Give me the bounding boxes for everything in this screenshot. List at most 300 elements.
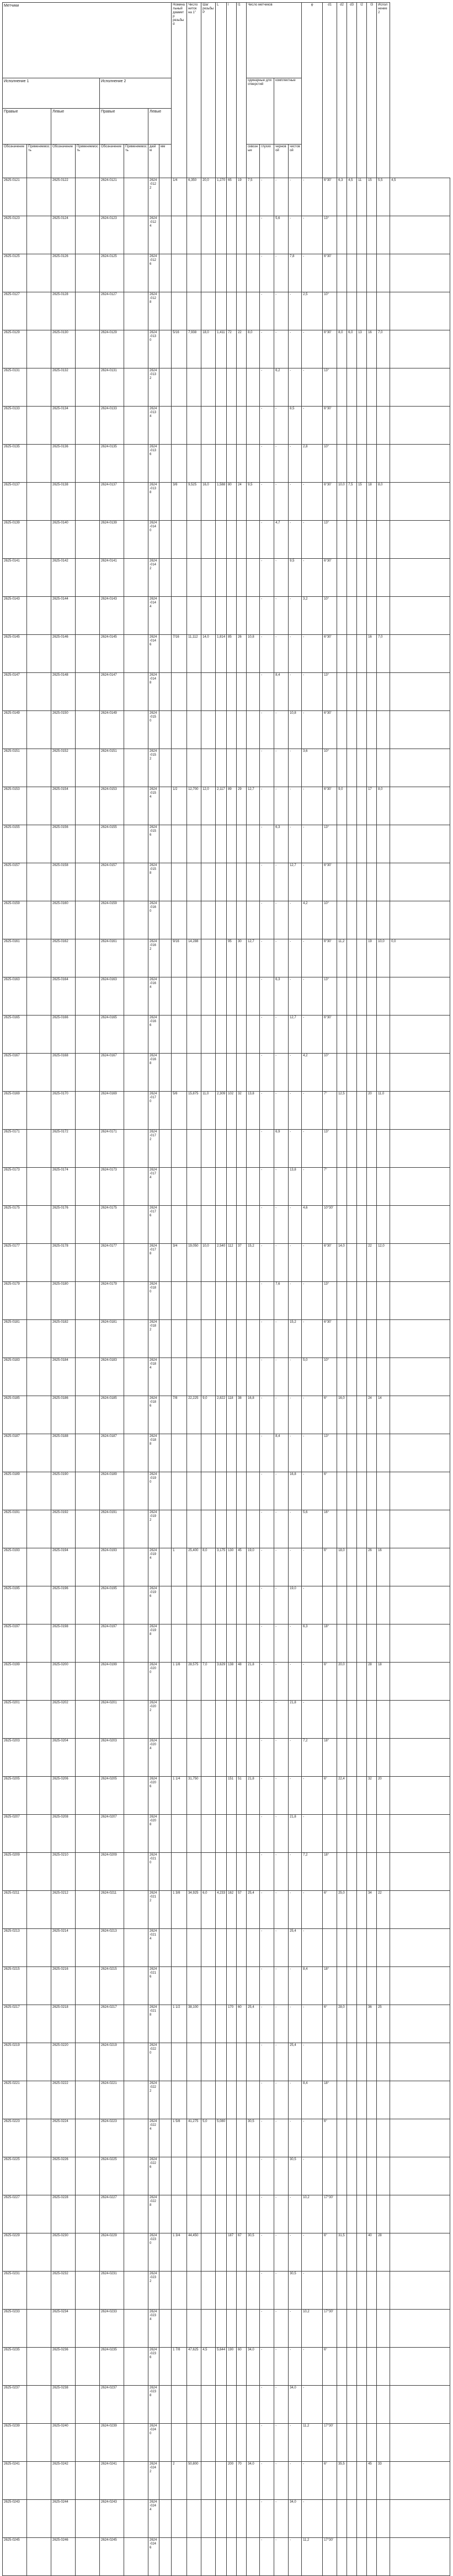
- cell-d1: [337, 1586, 347, 1624]
- cell-l1: 30,5: [247, 2233, 260, 2272]
- cell-nominal-inch: 7/8: [173, 1397, 178, 1400]
- cell-designation-1: 2625-0233: [3, 2310, 27, 2348]
- cell-l1: [247, 559, 260, 597]
- cell-mm: [187, 1853, 201, 1891]
- cell-phi: 6°30': [323, 559, 337, 597]
- cell-finish: -: [302, 2500, 323, 2538]
- cell-applicability-4: [159, 1624, 172, 1663]
- cell-applicability-3: [124, 1472, 148, 1510]
- cell-applicability-2: [76, 330, 100, 368]
- cell-extra: [390, 2424, 450, 2462]
- cell-through: -: [260, 1282, 274, 1320]
- cell-designation-3: 2624-0229: [100, 2233, 124, 2272]
- cell-mm: 19,050: [187, 1244, 201, 1282]
- cell-l3: [377, 1929, 390, 1967]
- cell-mm: [187, 1016, 201, 1054]
- cell-extra: [390, 1244, 450, 1282]
- cell-l2: [367, 2195, 377, 2233]
- cell-applicability-2: [76, 1929, 100, 1967]
- cell-l: [237, 216, 247, 254]
- cell-applicability-1: [27, 1815, 51, 1853]
- cell-applicability-2: [76, 2500, 100, 2538]
- cell-threads: [201, 521, 216, 559]
- cell-finish: -: [302, 521, 323, 559]
- cell-l: [237, 749, 247, 787]
- cell-finish: -: [302, 407, 323, 445]
- cell-applicability-3: [124, 2538, 148, 2576]
- cell-applicability-3: [124, 2005, 148, 2043]
- cell-rough: -: [289, 749, 302, 787]
- cell-mm: [187, 254, 201, 292]
- cell-extra: [390, 1168, 450, 1206]
- cell-designation-1: 2625-0131: [3, 368, 27, 407]
- cell-l1: [247, 1054, 260, 1092]
- cell-extra: [390, 1396, 450, 1434]
- header-isp2-short: Исполнение 2: [377, 3, 390, 178]
- cell-d2: [347, 1396, 357, 1434]
- cell-d1: [337, 2119, 347, 2157]
- cell-blind: 8,4: [274, 1434, 289, 1472]
- cell-designation-1: 2625-0191: [3, 1510, 27, 1548]
- cell-rough: -: [289, 292, 302, 330]
- cell-applicability-1: [27, 1472, 51, 1510]
- cell-l2: [367, 1282, 377, 1320]
- cell-designation-4: 2624-0186: [148, 1396, 159, 1434]
- cell-designation-1: 2625-0121: [3, 178, 27, 216]
- cell-extra: [390, 2233, 450, 2272]
- table-row: [3, 1624, 450, 1663]
- cell-l: 70: [237, 2462, 247, 2500]
- cell-extra: [390, 1206, 450, 1244]
- cell-d1: [337, 2348, 347, 2386]
- cell-nominal-diameter: [172, 1929, 187, 1967]
- cell-d1: [337, 2272, 347, 2310]
- cell-finish: -: [302, 1282, 323, 1320]
- cell-blind: -: [274, 901, 289, 939]
- cell-phi: 6°: [323, 1472, 337, 1510]
- cell-pitch: 5,080: [216, 2119, 227, 2157]
- cell-extra: [390, 1701, 450, 1739]
- cell-mm: [187, 1586, 201, 1624]
- cell-applicability-2: [76, 1701, 100, 1739]
- cell-designation-3: 2624-0221: [100, 2081, 124, 2119]
- cell-L: [227, 1358, 237, 1396]
- cell-pitch: [216, 1016, 227, 1054]
- cell-designation-3: 2624-0121: [100, 178, 124, 216]
- cell-l1: 25,4: [247, 2005, 260, 2043]
- cell-applicability-1: [27, 2348, 51, 2386]
- cell-d1: [337, 445, 347, 483]
- cell-threads: [201, 1586, 216, 1624]
- cell-l3: [377, 2386, 390, 2424]
- cell-blind: -: [274, 1701, 289, 1739]
- cell-blind: -: [274, 1967, 289, 2005]
- table-row: [3, 1548, 450, 1586]
- cell-extra: [390, 1054, 450, 1092]
- cell-nominal-diameter: [172, 1054, 187, 1092]
- cell-designation-1: 2625-0175: [3, 1206, 27, 1244]
- cell-pitch: [216, 1282, 227, 1320]
- cell-designation-4: 2624-0128: [148, 292, 159, 330]
- cell-l3: [377, 901, 390, 939]
- cell-through: -: [260, 1739, 274, 1777]
- cell-l3: [377, 2157, 390, 2195]
- cell-blind: -: [274, 1358, 289, 1396]
- cell-phi: 18°: [323, 1739, 337, 1777]
- cell-designation-4: 2624-0228: [148, 2195, 159, 2233]
- cell-rough: -: [289, 178, 302, 216]
- cell-designation-3: 2624-0239: [100, 2424, 124, 2462]
- cell-designation-2: 2625-0150: [51, 711, 76, 749]
- cell-l: 22: [237, 330, 247, 368]
- cell-d1: [337, 2538, 347, 2576]
- cell-d1: 9,0: [337, 787, 347, 825]
- cell-phi: 6°30': [323, 407, 337, 445]
- cell-l3: 10,0: [377, 939, 390, 977]
- cell-d2: [347, 216, 357, 254]
- cell-d1: 25,0: [337, 1891, 347, 1929]
- cell-l1: [247, 1929, 260, 1967]
- cell-mm: [187, 559, 201, 597]
- cell-extra: [390, 2119, 450, 2157]
- cell-extra: [390, 1016, 450, 1054]
- cell-designation-3: 2624-0165: [100, 1016, 124, 1054]
- cell-finish: -: [302, 787, 323, 825]
- cell-l2: [367, 2043, 377, 2081]
- cell-d3: [357, 1358, 367, 1396]
- cell-d3: [357, 2119, 367, 2157]
- cell-applicability-4: [159, 2348, 172, 2386]
- cell-applicability-1: [27, 2043, 51, 2081]
- cell-l2: [367, 673, 377, 711]
- cell-nominal-diameter: [172, 2348, 187, 2386]
- cell-nominal-inch: 1 7/8: [173, 2348, 180, 2351]
- cell-designation-3: 2624-0139: [100, 521, 124, 559]
- cell-mm: [187, 749, 201, 787]
- cell-designation-4: 2624-0168: [148, 1054, 159, 1092]
- cell-phi: 13°: [323, 521, 337, 559]
- cell-designation-3: 2624-0133: [100, 407, 124, 445]
- cell-nominal-diameter: [172, 2081, 187, 2119]
- cell-designation-3: 2624-0163: [100, 977, 124, 1016]
- header-d3: d3: [347, 3, 357, 178]
- cell-designation-1: 2625-0215: [3, 1967, 27, 2005]
- cell-extra: [390, 445, 450, 483]
- cell-designation-3: 2624-0169: [100, 1092, 124, 1130]
- cell-nominal-diameter: [172, 2538, 187, 2576]
- cell-l1: [247, 1434, 260, 1472]
- cell-l1: [247, 292, 260, 330]
- cell-applicability-1: [27, 445, 51, 483]
- cell-d3: [357, 1739, 367, 1777]
- cell-l1: [247, 711, 260, 749]
- cell-extra: [390, 407, 450, 445]
- cell-pitch: 3,629: [216, 1663, 227, 1701]
- cell-phi: 10°: [323, 445, 337, 483]
- cell-l: [237, 1320, 247, 1358]
- cell-through: -: [260, 2005, 274, 2043]
- cell-l2: [367, 1320, 377, 1358]
- cell-designation-1: 2625-0209: [3, 1853, 27, 1891]
- cell-mm: [187, 2386, 201, 2424]
- cell-l3: [377, 711, 390, 749]
- cell-L: [227, 521, 237, 559]
- cell-applicability-2: [76, 1244, 100, 1282]
- cell-mm: 15,875: [187, 1092, 201, 1130]
- cell-through: -: [260, 2310, 274, 2348]
- cell-d3: [357, 2538, 367, 2576]
- table-row: [3, 1092, 450, 1130]
- cell-l: 29: [237, 787, 247, 825]
- cell-pitch: 1,588: [216, 483, 227, 521]
- cell-blind: -: [274, 1510, 289, 1548]
- cell-designation-3: 2624-0207: [100, 1815, 124, 1853]
- cell-l3: 14: [377, 1396, 390, 1434]
- cell-designation-3: 2624-0193: [100, 1548, 124, 1586]
- cell-phi: 17°30': [323, 2424, 337, 2462]
- cell-l: 37: [237, 1244, 247, 1282]
- cell-applicability-4: [159, 1777, 172, 1815]
- cell-L: 200: [227, 2462, 237, 2500]
- cell-d3: [357, 1320, 367, 1358]
- cell-finish: 4,6: [302, 1206, 323, 1244]
- cell-extra: [390, 673, 450, 711]
- cell-mm: 6,350: [187, 178, 201, 216]
- cell-mm: [187, 1206, 201, 1244]
- cell-mm: [187, 1168, 201, 1206]
- cell-designation-4: 2624-0214: [148, 1929, 159, 1967]
- cell-designation-2: 2625-0216: [51, 1967, 76, 2005]
- cell-extra: [390, 216, 450, 254]
- cell-applicability-4: [159, 1092, 172, 1130]
- cell-pitch: [216, 901, 227, 939]
- cell-d3: [357, 2500, 367, 2538]
- cell-nominal-diameter: [172, 407, 187, 445]
- cell-blind: -: [274, 2462, 289, 2500]
- cell-pitch: [216, 1206, 227, 1244]
- cell-applicability-3: [124, 1586, 148, 1624]
- table-row: [3, 673, 450, 711]
- cell-pitch: [216, 2272, 227, 2310]
- cell-threads: [201, 1853, 216, 1891]
- cell-designation-2: 2625-0130: [51, 330, 76, 368]
- cell-finish: -: [302, 2043, 323, 2081]
- cell-d1: [337, 711, 347, 749]
- cell-designation-4: 2624-0156: [148, 825, 159, 863]
- cell-phi: 6°30': [323, 178, 337, 216]
- cell-designation-2: 2625-0218: [51, 2005, 76, 2043]
- cell-designation-3: 2624-0159: [100, 901, 124, 939]
- cell-L: [227, 2081, 237, 2119]
- cell-designation-3: 2624-0235: [100, 2348, 124, 2386]
- cell-applicability-1: [27, 749, 51, 787]
- cell-through: -: [260, 1815, 274, 1853]
- cell-l: [237, 254, 247, 292]
- cell-d3: [357, 825, 367, 863]
- table-row: [3, 1891, 450, 1929]
- cell-l2: [367, 597, 377, 635]
- cell-phi: [323, 2500, 337, 2538]
- table-row: [3, 1244, 450, 1282]
- cell-threads: [201, 597, 216, 635]
- cell-d3: [357, 1815, 367, 1853]
- cell-d3: [357, 711, 367, 749]
- cell-designation-2: 2625-0238: [51, 2386, 76, 2424]
- cell-l2: 40: [367, 2233, 377, 2272]
- cell-designation-1: 2625-0187: [3, 1434, 27, 1472]
- cell-designation-2: 2625-0194: [51, 1548, 76, 1586]
- cell-mm: [187, 901, 201, 939]
- cell-d3: [357, 1054, 367, 1092]
- cell-designation-4: 2624-0234: [148, 2310, 159, 2348]
- cell-d1: [337, 1320, 347, 1358]
- cell-d2: [347, 1168, 357, 1206]
- cell-phi: 13°: [323, 1130, 337, 1168]
- cell-d1: 11,2: [337, 939, 347, 977]
- cell-d3: [357, 2272, 367, 2310]
- header-l3: l3: [367, 3, 377, 178]
- cell-d2: [347, 559, 357, 597]
- cell-d3: [357, 977, 367, 1016]
- cell-extra: [390, 559, 450, 597]
- cell-applicability-4: [159, 1739, 172, 1777]
- cell-phi: 10°30': [323, 1206, 337, 1244]
- cell-pitch: [216, 2233, 227, 2272]
- cell-extra: [390, 2157, 450, 2195]
- cell-l3: [377, 1853, 390, 1891]
- cell-through: -: [260, 330, 274, 368]
- cell-d2: [347, 2233, 357, 2272]
- cell-l1: [247, 1967, 260, 2005]
- cell-applicability-2: [76, 1320, 100, 1358]
- cell-phi: 10°: [323, 292, 337, 330]
- cell-through: -: [260, 2195, 274, 2233]
- cell-nominal-inch: 5/16: [173, 331, 179, 334]
- cell-rough: 25,4: [289, 1929, 302, 1967]
- cell-extra: [390, 1548, 450, 1586]
- cell-applicability-2: [76, 1510, 100, 1548]
- cell-finish: -: [302, 2272, 323, 2310]
- cell-applicability-1: [27, 1358, 51, 1396]
- cell-phi: 18°: [323, 2081, 337, 2119]
- cell-through: -: [260, 1586, 274, 1624]
- cell-rough: 34,0: [289, 2386, 302, 2424]
- cell-designation-1: 2625-0193: [3, 1548, 27, 1586]
- cell-phi: 10°: [323, 1358, 337, 1396]
- cell-designation-3: 2624-0123: [100, 216, 124, 254]
- cell-blind: -: [274, 330, 289, 368]
- cell-phi: 13°: [323, 368, 337, 407]
- cell-l2: 18: [367, 483, 377, 521]
- cell-designation-2: 2625-0206: [51, 1777, 76, 1815]
- cell-applicability-4: [159, 977, 172, 1016]
- cell-phi: 6°30': [323, 254, 337, 292]
- cell-l1: [247, 1016, 260, 1054]
- cell-designation-1: 2625-0181: [3, 1320, 27, 1358]
- cell-blind: -: [274, 1929, 289, 1967]
- cell-extra: [390, 1130, 450, 1168]
- cell-through: -: [260, 2233, 274, 2272]
- cell-designation-3: 2624-0233: [100, 2310, 124, 2348]
- cell-finish: -: [302, 977, 323, 1016]
- cell-L: [227, 2310, 237, 2348]
- cell-L: [227, 2157, 237, 2195]
- cell-l3: [377, 1206, 390, 1244]
- cell-applicability-4: [159, 1929, 172, 1967]
- cell-applicability-3: [124, 1016, 148, 1054]
- table-row: [3, 2272, 450, 2310]
- cell-nominal-inch: 2: [173, 2462, 175, 2466]
- cell-applicability-1: [27, 330, 51, 368]
- cell-d1: [337, 1510, 347, 1548]
- table-row: [3, 1396, 450, 1434]
- cell-phi: 6°: [323, 2005, 337, 2043]
- cell-designation-1: 2625-0221: [3, 2081, 27, 2119]
- cell-designation-4: 2624-0244: [148, 2500, 159, 2538]
- cell-rough: -: [289, 2233, 302, 2272]
- cell-applicability-3: [124, 445, 148, 483]
- cell-pitch: [216, 2157, 227, 2195]
- cell-nominal-diameter: [172, 2386, 187, 2424]
- cell-d2: [347, 1663, 357, 1701]
- cell-threads: [201, 1320, 216, 1358]
- cell-blind: -: [274, 1168, 289, 1206]
- cell-l1: [247, 445, 260, 483]
- cell-l: [237, 445, 247, 483]
- cell-L: [227, 1472, 237, 1510]
- cell-designation-2: 2625-0144: [51, 597, 76, 635]
- header-l1: l1: [237, 3, 247, 178]
- cell-l: [237, 1206, 247, 1244]
- cell-through: -: [260, 1358, 274, 1396]
- table-row: [3, 521, 450, 559]
- cell-applicability-2: [76, 445, 100, 483]
- cell-finish: -: [302, 635, 323, 673]
- cell-applicability-1: [27, 178, 51, 216]
- cell-finish: -: [302, 2348, 323, 2386]
- cell-designation-4: 2624-0172: [148, 1130, 159, 1168]
- cell-rough: 21,8: [289, 1701, 302, 1739]
- cell-extra: [390, 521, 450, 559]
- cell-d2: [347, 2195, 357, 2233]
- cell-designation-1: 2625-0139: [3, 521, 27, 559]
- cell-phi: [323, 2157, 337, 2195]
- cell-nominal-diameter: [172, 1434, 187, 1472]
- cell-d2: [347, 254, 357, 292]
- cell-pitch: 2,540: [216, 1244, 227, 1282]
- cell-applicability-3: [124, 1434, 148, 1472]
- cell-applicability-1: [27, 1663, 51, 1701]
- cell-threads: [201, 2462, 216, 2500]
- cell-applicability-1: [27, 635, 51, 673]
- cell-l2: [367, 1853, 377, 1891]
- cell-l: [237, 1434, 247, 1472]
- cell-through: -: [260, 2043, 274, 2081]
- cell-extra: [390, 483, 450, 521]
- cell-l1: [247, 1130, 260, 1168]
- cell-applicability-4: [159, 1358, 172, 1396]
- cell-applicability-4: [159, 2195, 172, 2233]
- cell-l2: 34: [367, 1891, 377, 1929]
- cell-applicability-3: [124, 2157, 148, 2195]
- cell-applicability-3: [124, 1092, 148, 1130]
- cell-designation-3: 2624-0227: [100, 2195, 124, 2233]
- cell-designation-1: 2625-0211: [3, 1891, 27, 1929]
- cell-finish: -: [302, 2462, 323, 2500]
- cell-L: [227, 2272, 237, 2310]
- cell-L: [227, 292, 237, 330]
- header-single: одинарные для отверстий: [247, 78, 274, 145]
